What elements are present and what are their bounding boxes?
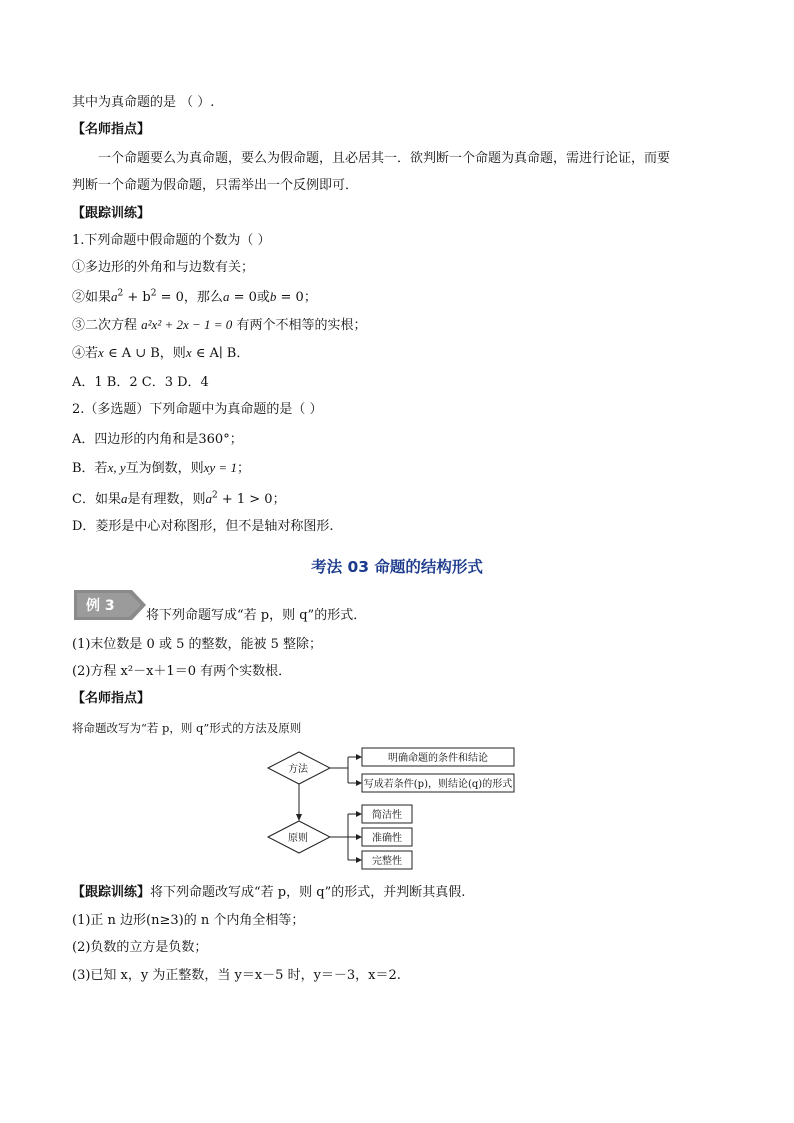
question-2: 2.（多选题）下列命题中为真命题的是（ ）: [72, 402, 323, 417]
intro-line: 其中为真命题的是 （ ）.: [72, 95, 215, 110]
diagram-box-5: 完整性: [372, 856, 402, 867]
q1-item-3: ③二次方程 a²x² + 2x − 1 = 0 有两个不相等的实根；: [72, 317, 367, 333]
method-diagram: [264, 744, 524, 876]
section-title: 考法 03 命题的结构形式: [311, 558, 483, 576]
training2-item-3: (3)已知 x，y 为正整数，当 y＝x－5 时，y＝－3，x＝2.: [72, 968, 401, 983]
training-heading: 【跟踪训练】: [72, 206, 151, 221]
training2-line: [72, 884, 465, 902]
training2-item-2: (2)负数的立方是负数；: [72, 940, 208, 955]
diagram-box-1: 明确命题的条件和结论: [388, 753, 488, 764]
question-1: 1.下列命题中假命题的个数为（ ）: [72, 233, 271, 248]
diagram-principle: 原则: [288, 833, 308, 844]
example-badge: [74, 588, 148, 622]
diagram-box-3: 简洁性: [372, 810, 402, 821]
training2-heading: 【跟踪训练】: [72, 885, 151, 900]
tip2-text: 将命题改写为“若 p，则 q”形式的方法及原则: [72, 721, 302, 735]
q2-option-c: C．如果a是有理数，则$a^2 + 1 > 0$；: [72, 490, 286, 507]
q1-item-1: ①多边形的外角和与边数有关；: [72, 260, 255, 275]
example-text: 将下列命题写成“若 p，则 q”的形式．: [146, 608, 367, 623]
example-badge-label: 例 3: [86, 598, 115, 614]
q1-item-2: ②如果$a^2 + b^2 = 0$，那么a = 0或b = 0；: [72, 288, 317, 305]
example-item-2: (2)方程 x²－x＋1＝0 有两个实数根．: [72, 664, 292, 679]
training2-item-1: (1)正 n 边形(n≥3)的 n 个内角全相等；: [72, 913, 305, 928]
example-item-1: (1)末位数是 0 或 5 的整数，能被 5 整除；: [72, 637, 323, 652]
tip-text-1: 一个命题要么为真命题，要么为假命题，且必居其一．欲判断一个命题为真命题，需进行论证，而要: [98, 151, 671, 166]
diagram-box-4: 准确性: [372, 833, 402, 844]
diagram-method: 方法: [288, 764, 308, 775]
q2-option-d: D．菱形是中心对称图形，但不是轴对称图形.: [72, 519, 334, 534]
tip2-heading: 【名师指点】: [72, 691, 151, 706]
diagram-box-2: 写成若条件(p)，则结论(q)的形式: [363, 779, 513, 790]
tip-text-2: 判断一个命题为假命题，只需举出一个反例即可．: [72, 178, 359, 193]
tip-heading: 【名师指点】: [72, 122, 151, 137]
q1-item-4: ④若x ∈ A ∪ B，则x ∈ A∣ B．: [72, 345, 250, 361]
q1-options: A．1 B．2 C．3 D．4: [72, 375, 209, 390]
q2-option-a: A．四边形的内角和是360°；: [72, 432, 243, 447]
training2-text: 将下列命题改写成“若 p，则 q”的形式，并判断其真假.: [150, 885, 466, 900]
q2-option-b: B．若x, y互为倒数，则xy = 1；: [72, 460, 250, 476]
